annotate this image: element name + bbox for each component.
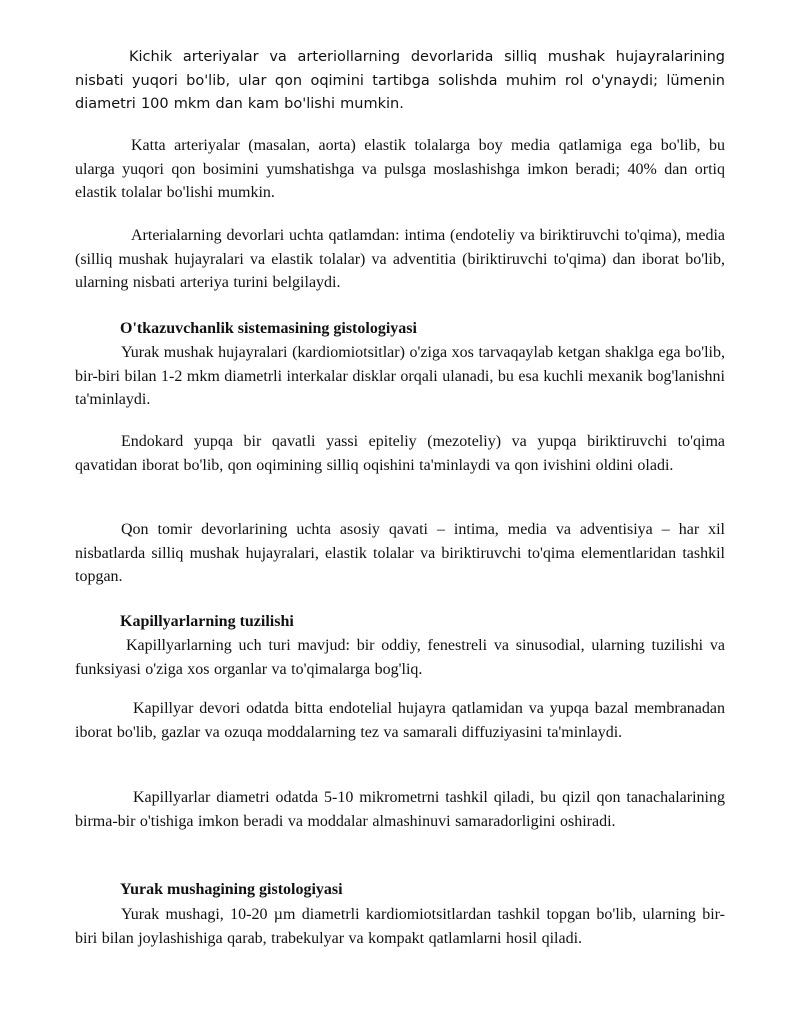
paragraph-heart-muscle: Yurak mushagi, 10-20 µm diametrli kardiomiotsitlardan tashkil topgan bo'lib, ularning bir-biri bilan joylashishiga qarab, trabekulyar va kompakt qatlamlarni hosil qiladi.	[75, 906, 725, 947]
paragraph-endocardium: Endokard yupqa bir qavatli yassi epiteliy (mezoteliy) va yupqa biriktiruvchi to'qima qavatidan iborat bo'lib, qon oqimining silliq oqishini ta'minlaydi va qon ivishini oldini oladi.	[75, 433, 725, 474]
section-heading-capillaries: Kapillyarlarning tuzilishi	[120, 613, 294, 630]
paragraph-capillary-diameter: Kapillyarlar diametri odatda 5-10 mikrometrni tashkil qiladi, bu qizil qon tanachalarining birma-bir o'tishiga imkon beradi va moddalar almashinuvi samaradorligini oshiradi.	[75, 789, 725, 830]
paragraph-vessel-layers: Qon tomir devorlarining uchta asosiy qavati – intima, media va adventisiya – har xil nisbatlarda silliq mushak hujayralari, elastik tolalar va biriktiruvchi to'qima elementlaridan tashkil topgan.	[75, 521, 725, 585]
paragraph-artery-walls: Arterialarning devorlari uchta qatlamdan: intima (endoteliy va biriktiruvchi to'qima), media (silliq mushak hujayralari va elastik tolalar) va adventitia (biriktiruvchi to'qima) dan iborat bo'lib, ularning nisbati arteriya turini belgilaydi.	[75, 227, 725, 291]
paragraph-capillary-wall: Kapillyar devori odatda bitta endotelial hujayra qatlamidan va yupqa bazal membranadan iborat bo'lib, gazlar va ozuqa moddalarning tez va samarali diffuziyasini ta'minlaydi.	[75, 700, 725, 741]
paragraph-cardiomyocytes: Yurak mushak hujayralari (kardiomiotsitlar) o'ziga xos tarvaqaylab ketgan shaklga ega bo'lib, bir-biri bilan 1-2 mkm diametrli interkalar disklar orqali ulanadi, bu esa kuchli mexanik bog'lanishni ta'minlaydi.	[75, 344, 725, 408]
section-heading-heart-muscle: Yurak mushagining gistologiyasi	[120, 881, 343, 898]
paragraph-large-arteries: Katta arteriyalar (masalan, aorta) elastik tolalarga boy media qatlamiga ega bo'lib, bu ularga yuqori qon bosimini yumshatishga va pulsga moslashishga imkon beradi; 40% dan ortiq elastik tolalar bo'lishi mumkin.	[75, 137, 725, 201]
section-heading-conduction-system: O'tkazuvchanlik sistemasining gistologiyasi	[120, 320, 417, 337]
paragraph-capillary-types: Kapillyarlarning uch turi mavjud: bir oddiy, fenestreli va sinusodial, ularning tuzilishi va funksiyasi o'ziga xos organlar va to'qimalarga bog'liq.	[75, 637, 725, 678]
paragraph-small-arteries: Kichik arteriyalar va arteriollarning devorlarida silliq mushak hujayralarining nisbati yuqori bo'lib, ular qon oqimini tartibga solishda muhim rol o'ynaydi; lümenin diametri 100 mkm dan kam bo'lishi mumkin.	[75, 49, 725, 112]
